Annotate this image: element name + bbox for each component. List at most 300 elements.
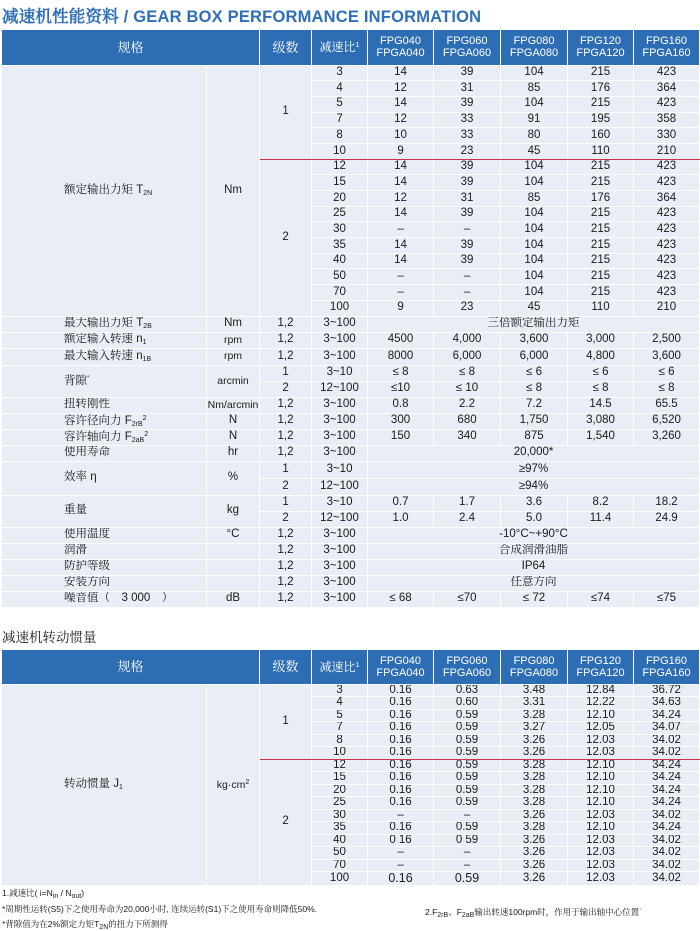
spec-header: 规格 xyxy=(2,650,260,684)
model-header-160: FPG160 FPGA160 xyxy=(634,30,700,65)
stage-cell: 1,2 xyxy=(260,543,312,559)
value-cell: 14.5 xyxy=(568,397,634,413)
value-cell: 14 xyxy=(368,175,434,191)
value-cell: 45 xyxy=(501,300,568,316)
value-cell: 3.31 xyxy=(501,697,568,710)
value-cell: 160 xyxy=(568,128,634,144)
value-cell: 34.02 xyxy=(634,872,700,886)
value-cell: ≤75 xyxy=(634,591,700,607)
value-cell: 3.27 xyxy=(501,722,568,735)
value-cell: ≤ 68 xyxy=(368,591,434,607)
value-cell: 0.8 xyxy=(368,397,434,413)
value-cell: 3,600 xyxy=(634,348,700,365)
value-cell: 875 xyxy=(501,429,568,445)
value-cell: 34.24 xyxy=(634,784,700,797)
value-cell: 85 xyxy=(501,191,568,207)
ratio-cell: 5 xyxy=(312,96,368,112)
ratio-cell: 100 xyxy=(312,300,368,316)
value-cell: – xyxy=(368,859,434,872)
efficiency-value: ≥97% xyxy=(368,461,700,478)
value-cell: 0.59 xyxy=(434,747,501,760)
value-cell: – xyxy=(368,285,434,301)
axial-label: 容许轴向力 $F_{2aB}^2$ xyxy=(2,429,207,445)
ratio-cell: 20 xyxy=(312,784,368,797)
page-title: 减速机性能资料 / GEAR BOX PERFORMANCE INFORMATION xyxy=(2,8,482,26)
value-cell: 12.05 xyxy=(568,722,634,735)
value-cell: – xyxy=(368,222,434,238)
lube-unit xyxy=(207,543,260,559)
value-cell: 34.24 xyxy=(634,772,700,785)
model-header-120: FPG120 FPGA120 xyxy=(568,650,634,684)
value-cell: 340 xyxy=(434,429,501,445)
value-cell: 39 xyxy=(434,65,501,81)
table-row xyxy=(2,397,700,413)
ratio-cell: 3 xyxy=(312,65,368,81)
model-header-080: FPG080 FPGA080 xyxy=(501,30,568,65)
ratio-cell: 5 xyxy=(312,709,368,722)
ratio-cell: 50 xyxy=(312,847,368,860)
value-cell: 3.26 xyxy=(501,847,568,860)
stage-cell: 1 xyxy=(260,495,312,511)
value-cell: 0.59 xyxy=(434,784,501,797)
temp-unit: °C xyxy=(207,527,260,543)
value-cell: 12 xyxy=(368,112,434,128)
value-cell: 34.02 xyxy=(634,734,700,747)
value-cell: 0.16 xyxy=(368,772,434,785)
note-force: $2.F_{2rB}$、$F_{2aB}$输出转速100rpm时，作用于输出轴中心位置· xyxy=(425,906,642,919)
value-cell: 3,000 xyxy=(568,332,634,348)
value-cell: 3,600 xyxy=(501,332,568,348)
ratio-cell: 12 xyxy=(312,159,368,175)
model-header-060: FPG060 FPGA060 xyxy=(434,650,501,684)
value-cell: 364 xyxy=(634,191,700,207)
value-cell: 0.16 xyxy=(368,759,434,772)
ratio-cell: 50 xyxy=(312,269,368,285)
ratio-cell: 3 xyxy=(312,684,368,697)
value-cell: 3.26 xyxy=(501,734,568,747)
value-cell: 3.26 xyxy=(501,872,568,886)
value-cell: 34.02 xyxy=(634,747,700,760)
temp-value: -10°C~+90°C xyxy=(368,527,700,543)
value-cell: 0.16 xyxy=(368,709,434,722)
value-cell: 3.26 xyxy=(501,834,568,847)
value-cell: 110 xyxy=(568,300,634,316)
value-cell: 215 xyxy=(568,238,634,254)
stage-cell: 1 xyxy=(260,365,312,381)
value-cell: 12.03 xyxy=(568,734,634,747)
value-cell: 0.16 xyxy=(368,747,434,760)
value-cell: 8000 xyxy=(368,348,434,365)
stage-cell: 1,2 xyxy=(260,332,312,348)
value-cell: ≤70 xyxy=(434,591,501,607)
life-label: 使用寿命 xyxy=(2,445,207,461)
value-cell: 12.10 xyxy=(568,759,634,772)
ratio-cell: 3~100 xyxy=(312,445,368,461)
value-cell: 0.16 xyxy=(368,822,434,835)
ratio-cell: 12~100 xyxy=(312,381,368,397)
life-unit: hr xyxy=(207,445,260,461)
stage-cell: 2 xyxy=(260,511,312,527)
value-cell: 5.0 xyxy=(501,511,568,527)
value-cell: 3,080 xyxy=(568,413,634,429)
value-cell: 423 xyxy=(634,65,700,81)
value-cell: 12.10 xyxy=(568,709,634,722)
value-cell: 12.03 xyxy=(568,872,634,886)
value-cell: 423 xyxy=(634,206,700,222)
value-cell: 14 xyxy=(368,159,434,175)
value-cell: 0.16 xyxy=(368,722,434,735)
ratio-cell: 10 xyxy=(312,143,368,159)
torque-label: 额定输出力矩 $T_{2N}$ xyxy=(2,65,207,316)
note-life: *周期性运转(S5)下之使用寿命为20,000小时, 连续运转(S1)下之使用寿命则降低50%. xyxy=(2,904,318,914)
value-cell: ≤ 8 xyxy=(634,381,700,397)
model-header-060: FPG060 FPGA060 xyxy=(434,30,501,65)
value-cell: 10 xyxy=(368,128,434,144)
model-header-040: FPG040 FPGA040 xyxy=(368,650,434,684)
value-cell: 14 xyxy=(368,96,434,112)
stage-header: 级数 xyxy=(260,650,312,684)
value-cell: – xyxy=(434,809,501,822)
ratio-cell: 3~10 xyxy=(312,365,368,381)
stiffness-label: 扭转刚性 xyxy=(2,397,207,413)
value-cell: 11.4 xyxy=(568,511,634,527)
mounting-label: 安装方向 xyxy=(2,575,207,591)
performance-table xyxy=(1,30,700,608)
mounting-unit xyxy=(207,575,260,591)
value-cell: 4,000 xyxy=(434,332,501,348)
ratio-cell: 3~10 xyxy=(312,495,368,511)
radial-unit: N xyxy=(207,413,260,429)
value-cell: 12.03 xyxy=(568,859,634,872)
value-cell: 80 xyxy=(501,128,568,144)
table-row xyxy=(2,684,700,697)
table-row xyxy=(2,365,700,381)
value-cell: 14 xyxy=(368,238,434,254)
ratio-cell: 4 xyxy=(312,81,368,97)
ratio-cell: 25 xyxy=(312,797,368,810)
stiffness-unit: Nm/arcmin xyxy=(207,397,260,413)
ratio-cell: 12 xyxy=(312,759,368,772)
stage-cell: 1,2 xyxy=(260,559,312,575)
ratio-cell: 100 xyxy=(312,872,368,886)
ratio-cell: 8 xyxy=(312,734,368,747)
stage-cell: 1 xyxy=(260,461,312,478)
value-cell: 12.10 xyxy=(568,772,634,785)
value-cell: 364 xyxy=(634,81,700,97)
value-cell: 0.16 xyxy=(368,697,434,710)
stage-cell: 1 xyxy=(260,684,312,759)
spec-header: 规格 xyxy=(2,30,260,65)
ratio-cell: 30 xyxy=(312,809,368,822)
value-cell: 176 xyxy=(568,81,634,97)
value-cell: 3.26 xyxy=(501,859,568,872)
ratio-cell: 3~100 xyxy=(312,429,368,445)
value-cell: 104 xyxy=(501,222,568,238)
value-cell: 12 xyxy=(368,81,434,97)
value-cell: 12.10 xyxy=(568,822,634,835)
table-row xyxy=(2,413,700,429)
value-cell: 0.7 xyxy=(368,495,434,511)
value-cell: 215 xyxy=(568,285,634,301)
ratio-cell: 12~100 xyxy=(312,511,368,527)
value-cell: 6,520 xyxy=(634,413,700,429)
value-cell: 0 16 xyxy=(368,834,434,847)
value-cell: 12 xyxy=(368,191,434,207)
inertia-title: 减速机转动惯量 xyxy=(2,630,97,645)
value-cell: 423 xyxy=(634,96,700,112)
ratio-cell: 3~100 xyxy=(312,413,368,429)
ratio-cell: 35 xyxy=(312,822,368,835)
ratio-cell: 8 xyxy=(312,128,368,144)
ratio-cell: 3~10 xyxy=(312,461,368,478)
ratio-cell: 15 xyxy=(312,772,368,785)
value-cell: 24.9 xyxy=(634,511,700,527)
life-value: 20,000* xyxy=(368,445,700,461)
ratio-header: 减速比$^1$ xyxy=(312,650,368,684)
value-cell: 215 xyxy=(568,253,634,269)
value-cell: 104 xyxy=(501,253,568,269)
value-cell: 215 xyxy=(568,159,634,175)
ratio-cell: 3~100 xyxy=(312,316,368,332)
stage-cell: 1,2 xyxy=(260,591,312,607)
table-row xyxy=(2,559,700,575)
value-cell: 9 xyxy=(368,300,434,316)
ratio-cell: 25 xyxy=(312,206,368,222)
table-row xyxy=(2,348,700,365)
value-cell: 23 xyxy=(434,143,501,159)
value-cell: 3.28 xyxy=(501,772,568,785)
value-cell: 34.24 xyxy=(634,759,700,772)
value-cell: 3.26 xyxy=(501,809,568,822)
max_torque-label: 最大输出力矩 $T_{2B}$ xyxy=(2,316,207,332)
value-cell: 1.0 xyxy=(368,511,434,527)
value-cell: 423 xyxy=(634,238,700,254)
value-cell: 104 xyxy=(501,206,568,222)
table-row xyxy=(2,316,700,332)
value-cell: 215 xyxy=(568,222,634,238)
value-cell: 0.63 xyxy=(434,684,501,697)
value-cell: – xyxy=(368,809,434,822)
ratio-cell: 70 xyxy=(312,859,368,872)
value-cell: – xyxy=(434,847,501,860)
value-cell: 423 xyxy=(634,269,700,285)
value-cell: 34.07 xyxy=(634,722,700,735)
value-cell: 0.59 xyxy=(434,722,501,735)
model-header-160: FPG160 FPGA160 xyxy=(634,650,700,684)
value-cell: 104 xyxy=(501,269,568,285)
value-cell: 34.24 xyxy=(634,709,700,722)
value-cell: 45 xyxy=(501,143,568,159)
ratio-cell: 3~100 xyxy=(312,591,368,607)
value-cell: 12.10 xyxy=(568,784,634,797)
stage-cell: 2 xyxy=(260,759,312,885)
ratio-cell: 35 xyxy=(312,238,368,254)
value-cell: 215 xyxy=(568,269,634,285)
value-cell: 0.16 xyxy=(368,734,434,747)
value-cell: 104 xyxy=(501,175,568,191)
value-cell: 85 xyxy=(501,81,568,97)
value-cell: 34.24 xyxy=(634,797,700,810)
value-cell: 12.10 xyxy=(568,797,634,810)
max_torque-unit: Nm xyxy=(207,316,260,332)
value-cell: 0.59 xyxy=(434,872,501,886)
ratio-cell: 70 xyxy=(312,285,368,301)
value-cell: 1,750 xyxy=(501,413,568,429)
stage-cell: 1,2 xyxy=(260,397,312,413)
value-cell: 9 xyxy=(368,143,434,159)
value-cell: 6,000 xyxy=(501,348,568,365)
table-row xyxy=(2,495,700,511)
value-cell: 12.03 xyxy=(568,847,634,860)
inertia-label: 转动惯量 $J_1$ xyxy=(2,684,207,885)
value-cell: – xyxy=(434,269,501,285)
value-cell: ≤ 6 xyxy=(501,365,568,381)
rated_speed-label: 额定输入转速 $n_1$ xyxy=(2,332,207,348)
value-cell: 0.16 xyxy=(368,797,434,810)
table-row xyxy=(2,461,700,478)
ratio-cell: 7 xyxy=(312,112,368,128)
value-cell: 104 xyxy=(501,159,568,175)
value-cell: 0.59 xyxy=(434,709,501,722)
note-ratio: 1.减速比( $i=N_{in} / N_{out}$) xyxy=(2,888,85,900)
value-cell: 215 xyxy=(568,206,634,222)
value-cell: 0.59 xyxy=(434,797,501,810)
value-cell: 110 xyxy=(568,143,634,159)
model-header-080: FPG080 FPGA080 xyxy=(501,650,568,684)
value-cell: ≤ 8 xyxy=(501,381,568,397)
value-cell: 34.24 xyxy=(634,822,700,835)
value-cell: 39 xyxy=(434,253,501,269)
note-backlash: *背隙值为在2%额定力矩$T_{2N}$的扭力下所测得 xyxy=(2,919,168,931)
value-cell: 39 xyxy=(434,159,501,175)
efficiency-unit: % xyxy=(207,461,260,495)
ratio-cell: 20 xyxy=(312,191,368,207)
stage-cell: 1,2 xyxy=(260,348,312,365)
value-cell: 14 xyxy=(368,65,434,81)
stage-cell: 1 xyxy=(260,65,312,159)
value-cell: 1.7 xyxy=(434,495,501,511)
ratio-cell: 40 xyxy=(312,834,368,847)
value-cell: 23 xyxy=(434,300,501,316)
value-cell: 104 xyxy=(501,238,568,254)
protection-label: 防护等级 xyxy=(2,559,207,575)
value-cell: 12.03 xyxy=(568,834,634,847)
axial-unit: N xyxy=(207,429,260,445)
value-cell: 3.28 xyxy=(501,784,568,797)
value-cell: – xyxy=(368,847,434,860)
value-cell: 0.16 xyxy=(368,872,434,886)
ratio-cell: 15 xyxy=(312,175,368,191)
value-cell: 0.16 xyxy=(368,784,434,797)
value-cell: 423 xyxy=(634,159,700,175)
efficiency-value: ≥94% xyxy=(368,478,700,495)
protection-value: IP64 xyxy=(368,559,700,575)
value-cell: 12.84 xyxy=(568,684,634,697)
torque-unit: Nm xyxy=(207,65,260,316)
mounting-value: 任意方向 xyxy=(368,575,700,591)
ratio-cell: 3~100 xyxy=(312,575,368,591)
value-cell: 3.6 xyxy=(501,495,568,511)
max_speed-label: 最大输入转速 $n_{1B}$ xyxy=(2,348,207,365)
table-row xyxy=(2,445,700,461)
value-cell: 358 xyxy=(634,112,700,128)
value-cell: 34.02 xyxy=(634,809,700,822)
inertia-table xyxy=(1,650,700,886)
value-cell: 6,000 xyxy=(434,348,501,365)
value-cell: 3.28 xyxy=(501,822,568,835)
backlash-unit: arcmin xyxy=(207,365,260,397)
value-cell: 0.59 xyxy=(434,772,501,785)
value-cell: 12.22 xyxy=(568,697,634,710)
stage-cell: 2 xyxy=(260,478,312,495)
value-cell: 39 xyxy=(434,175,501,191)
value-cell: 14 xyxy=(368,253,434,269)
ratio-cell: 3~100 xyxy=(312,332,368,348)
value-cell: 65.5 xyxy=(634,397,700,413)
value-cell: ≤10 xyxy=(368,381,434,397)
value-cell: 215 xyxy=(568,65,634,81)
stage-cell: 1,2 xyxy=(260,527,312,543)
ratio-cell: 10 xyxy=(312,747,368,760)
value-cell: 1,540 xyxy=(568,429,634,445)
value-cell: 34.02 xyxy=(634,859,700,872)
value-cell: 4,800 xyxy=(568,348,634,365)
stage-cell: 1,2 xyxy=(260,429,312,445)
value-cell: 423 xyxy=(634,253,700,269)
value-cell: 3.26 xyxy=(501,747,568,760)
value-cell: 104 xyxy=(501,285,568,301)
value-cell: 3.28 xyxy=(501,759,568,772)
value-cell: ≤ 8 xyxy=(568,381,634,397)
value-cell: – xyxy=(434,285,501,301)
lube-label: 润滑 xyxy=(2,543,207,559)
value-cell: 91 xyxy=(501,112,568,128)
value-cell: 0.60 xyxy=(434,697,501,710)
ratio-cell: 12~100 xyxy=(312,478,368,495)
table-row xyxy=(2,591,700,607)
value-cell: 423 xyxy=(634,222,700,238)
value-cell: 14 xyxy=(368,206,434,222)
stage-cell: 2 xyxy=(260,381,312,397)
table-row xyxy=(2,65,700,81)
lube-value: 合成润滑油脂 xyxy=(368,543,700,559)
value-cell: 12.03 xyxy=(568,747,634,760)
value-cell: 18.2 xyxy=(634,495,700,511)
ratio-cell: 3~100 xyxy=(312,348,368,365)
value-cell: 210 xyxy=(634,300,700,316)
value-cell: 104 xyxy=(501,96,568,112)
value-cell: 33 xyxy=(434,112,501,128)
backlash-label: 背隙* xyxy=(2,365,207,397)
value-cell: ≤ 8 xyxy=(368,365,434,381)
value-cell: – xyxy=(368,269,434,285)
protection-unit xyxy=(207,559,260,575)
radial-label: 容许径向力 $F_{2rB}^2$ xyxy=(2,413,207,429)
table-row xyxy=(2,527,700,543)
value-cell: 31 xyxy=(434,191,501,207)
value-cell: 2.2 xyxy=(434,397,501,413)
max_torque-value: 三倍额定输出力矩 xyxy=(368,316,700,332)
value-cell: 8.2 xyxy=(568,495,634,511)
value-cell: 31 xyxy=(434,81,501,97)
ratio-cell: 3~100 xyxy=(312,527,368,543)
stage-cell: 2 xyxy=(260,159,312,316)
value-cell: ≤ 6 xyxy=(634,365,700,381)
stage-cell: 1,2 xyxy=(260,575,312,591)
value-cell: 0.59 xyxy=(434,734,501,747)
value-cell: 3.28 xyxy=(501,709,568,722)
value-cell: ≤ 8 xyxy=(434,365,501,381)
